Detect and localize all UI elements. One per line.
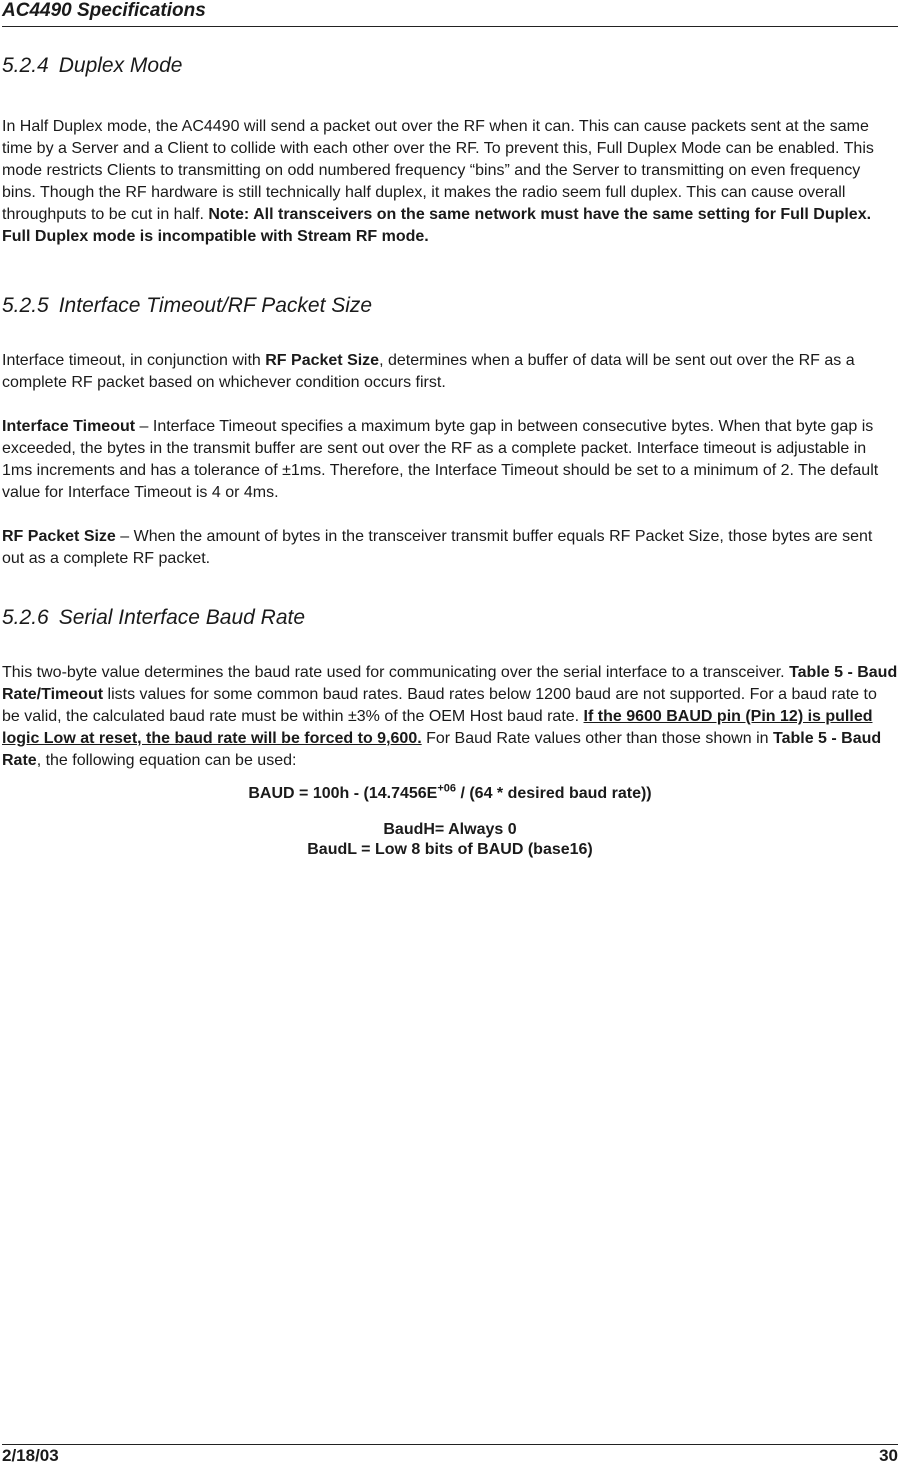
page-footer [2, 1444, 898, 1467]
section-heading-duplex-mode [2, 52, 898, 80]
baudl-equation: BaudL = Low 8 bits of BAUD (base16) [307, 841, 593, 858]
paragraph-text: – When the amount of bytes in the transceiver transmit buffer equals RF Packet Size, those bytes are sent out as a complete RF packet. [2, 528, 873, 567]
note-text: Note: All transceivers on the same network must have the same setting for Full Duplex. Full Duplex mode is incompatible with Stream RF mode. [2, 206, 872, 245]
paragraph-text: , the following equation can be used: [36, 752, 297, 769]
term-rf-packet-size: RF Packet Size [2, 528, 116, 545]
paragraph-text: In Half Duplex mode, the AC4490 will send a packet out over the RF when it can. This can cause packets sent at the same time by a Server and a Client to collide with each other over the RF. To prevent this, Full Duplex Mode can be enabled. This mode restricts Clients to transmitting on odd numbered frequency “bins” and the Server to transmitting on even frequency bins. Though the RF hardware is still technically half duplex, it makes the radio seem full duplex. This can cause overall throughputs to be cut in half. [2, 118, 874, 223]
baud-equation [2, 784, 898, 804]
term-interface-timeout: Interface Timeout [2, 418, 136, 435]
equation-exponent: +06 [437, 782, 457, 795]
paragraph-text: For Baud Rate values other than those shown in [421, 730, 773, 747]
section-number: 5.2.4 [2, 54, 49, 77]
paragraph-baud-rate [2, 662, 898, 772]
section-number: 5.2.5 [2, 294, 49, 317]
page-content [2, 50, 898, 860]
footer-date: 2/18/03 [2, 1446, 59, 1465]
baud-pin-warning: If the 9600 BAUD pin (Pin 12) is pulled logic Low at reset, the baud rate will be forced to 9,600. [2, 708, 873, 747]
equation-part: BAUD = 100h - (14.7456E [248, 785, 438, 802]
section-heading-baud-rate [2, 604, 898, 632]
paragraph-text: This two-byte value determines the baud rate used for communicating over the serial interface to a transceiver. [2, 664, 790, 681]
section-heading-interface-timeout [2, 292, 898, 320]
paragraph-text: , determines when a buffer of data will be sent out over the RF as a complete RF packet based on whichever condition occurs first. [2, 352, 855, 391]
paragraph-duplex-mode [2, 116, 898, 248]
rf-packet-size-reference: RF Packet Size [265, 352, 380, 369]
baudh-equation: BaudH= Always 0 [383, 821, 517, 838]
paragraph-text: – Interface Timeout specifies a maximum byte gap in between consecutive bytes. When that byte gap is exceeded, the bytes in the transmit buffer are sent out over the RF as a complete packet. Interface timeout is adjustable in 1ms increments and has a tolerance of ±1ms. Therefore, the Interface Timeout should be set to a minimum of 2. The default value for Interface Timeout is 4 or 4ms. [2, 418, 879, 501]
paragraph-rf-packet-size-definition [2, 526, 898, 570]
section-title: Serial Interface Baud Rate [58, 606, 306, 629]
table-reference-baud-rate: Table 5 - Baud Rate [2, 730, 882, 769]
section-number: 5.2.6 [2, 606, 49, 629]
section-title: Duplex Mode [58, 54, 183, 77]
document-title: AC4490 Specifications [2, 0, 206, 21]
section-title: Interface Timeout/RF Packet Size [58, 294, 373, 317]
table-reference-baud-timeout: Table 5 - Baud Rate/Timeout [2, 664, 898, 703]
paragraph-interface-timeout-intro [2, 350, 898, 394]
equation-part: / (64 * desired baud rate)) [456, 785, 652, 802]
paragraph-text: lists values for some common baud rates. Baud rates below 1200 baud are not supported. For a baud rate to be valid, the calculated baud rate must be within ±3% of the OEM Host baud rate. [2, 686, 877, 725]
paragraph-text: Interface timeout, in conjunction with [2, 352, 266, 369]
page-header [2, 0, 898, 27]
page-number: 30 [879, 1446, 898, 1465]
paragraph-interface-timeout-definition [2, 416, 898, 504]
